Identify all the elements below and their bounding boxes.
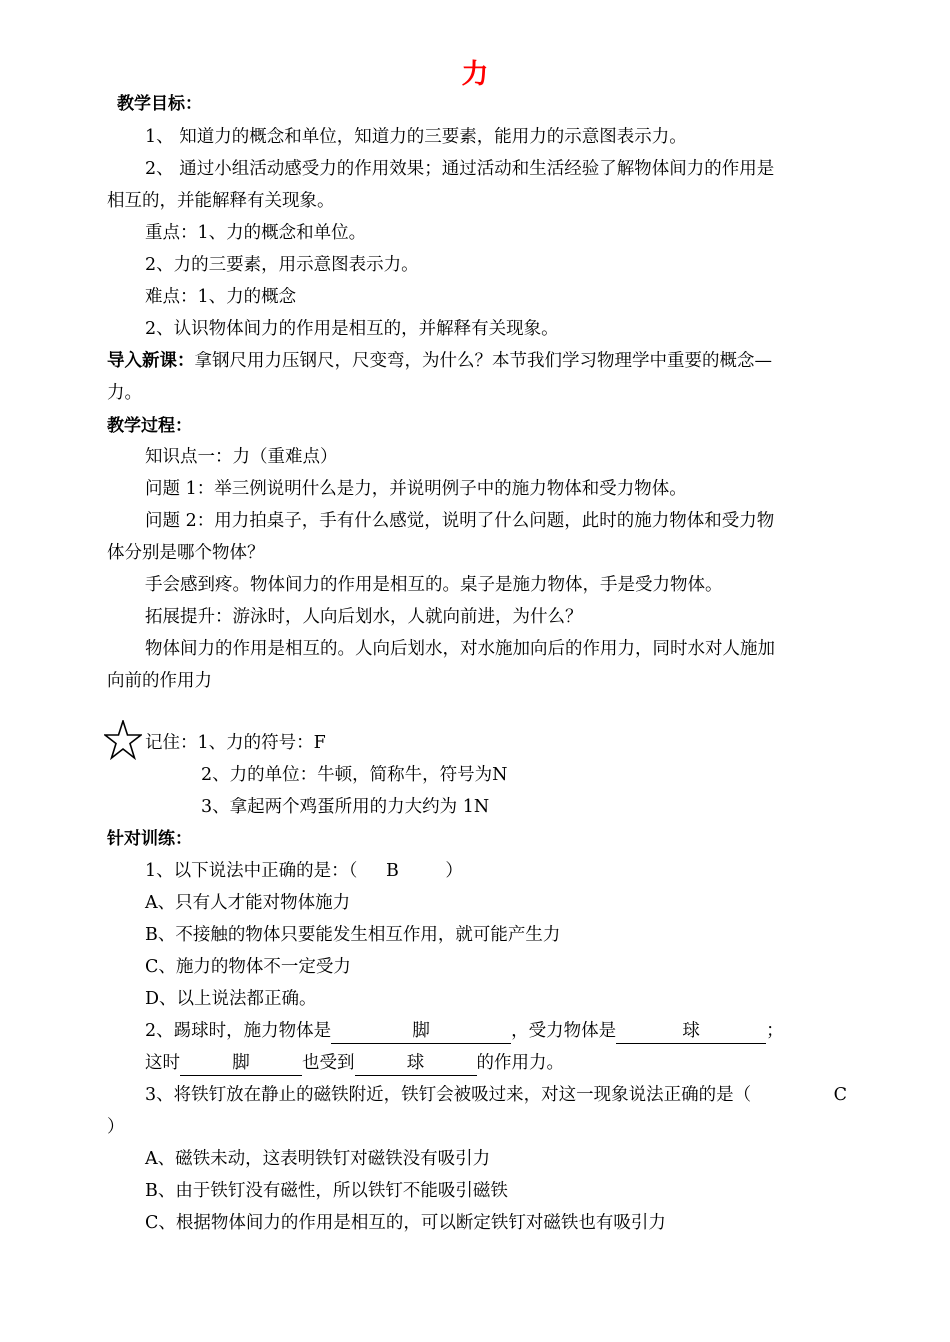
answer-2: 手会感到疼。物体间力的作用是相互的。桌子是施力物体，手是受力物体。 [145, 575, 723, 595]
training-question-2 [145, 1015, 885, 1047]
q1-suffix: ） [445, 861, 463, 881]
question-2: 问题 2：用力拍桌子，手有什么感觉，说明了什么问题，此时的施力物体和受力物 [145, 511, 775, 531]
training-question-2-cont [145, 1047, 885, 1079]
knowledge-point-1: 知识点一：力（重难点） [145, 447, 338, 467]
q2-text-4: 这时 [145, 1053, 180, 1073]
extension-answer-cont: 向前的作用力 [107, 671, 212, 691]
q3-option-a: A、磁铁未动，这表明铁钉对磁铁没有吸引力 [145, 1149, 491, 1169]
remember-1: 记住：1、力的符号：F [145, 733, 326, 753]
q2-blank-4: 球 [355, 1051, 477, 1076]
document-title: 力 [461, 59, 489, 90]
q2-text-6: 的作用力。 [476, 1053, 564, 1073]
intro-heading: 导入新课： [107, 351, 195, 371]
extension-question: 拓展提升：游泳时，人向后划水，人就向前进，为什么？ [145, 607, 583, 627]
q3-text: 3、将铁钉放在静止的磁铁附近，铁钉会被吸过来，对这一现象说法正确的是（ [145, 1085, 752, 1105]
question-1: 问题 1：举三例说明什么是力，并说明例子中的施力物体和受力物体。 [145, 479, 687, 499]
q1-answer: B [385, 861, 399, 881]
extension-answer: 物体间力的作用是相互的。人向后划水，对水施加向后的作用力，同时水对人施加 [145, 639, 775, 659]
q2-text-3: ； [766, 1021, 784, 1041]
key-point-1: 重点：1、力的概念和单位。 [145, 223, 367, 243]
remember-3: 3、拿起两个鸡蛋所用的力大约为 1N [201, 797, 490, 817]
process-heading: 教学过程： [107, 416, 192, 436]
objective-item-2: 2、 通过小组活动感受力的作用效果；通过活动和生活经验了解物体间力的作用是 [145, 159, 775, 179]
q1-option-b: B、不接触的物体只要能发生相互作用，就可能产生力 [145, 925, 561, 945]
q2-text-2: ，受力物体是 [511, 1021, 617, 1041]
intro-text: 拿钢尺用力压钢尺，尺变弯，为什么？本节我们学习物理学中重要的概念— [194, 351, 772, 371]
q3-close: ） [107, 1117, 125, 1137]
key-point-2: 2、力的三要素，用示意图表示力。 [145, 255, 419, 275]
objective-item-1: 1、 知道力的概念和单位，知道力的三要素，能用力的示意图表示力。 [145, 127, 687, 147]
question-2-cont: 体分别是哪个物体？ [107, 543, 265, 563]
q1-option-d: D、以上说法都正确。 [145, 989, 317, 1009]
q2-text-1: 2、踢球时，施力物体是 [145, 1021, 332, 1041]
q1-option-c: C、施力的物体不一定受力 [145, 957, 351, 977]
difficult-point-2: 2、认识物体间力的作用是相互的，并解释有关现象。 [145, 319, 559, 339]
training-question-1 [145, 855, 885, 887]
q3-answer: C [833, 1085, 847, 1105]
q2-blank-3: 脚 [180, 1051, 302, 1076]
intro-text-cont: 力。 [107, 383, 142, 403]
q2-blank-1: 脚 [331, 1019, 511, 1044]
star-icon [104, 720, 142, 760]
intro-line [107, 345, 847, 377]
difficult-point-1: 难点：1、力的概念 [145, 287, 297, 307]
objective-item-2-cont: 相互的，并能解释有关现象。 [107, 191, 335, 211]
q2-blank-2: 球 [616, 1019, 766, 1044]
q3-option-c: C、根据物体间力的作用是相互的，可以断定铁钉对磁铁也有吸引力 [145, 1213, 666, 1233]
q3-option-b: B、由于铁钉没有磁性，所以铁钉不能吸引磁铁 [145, 1181, 508, 1201]
training-question-3 [145, 1079, 847, 1111]
q1-option-a: A、只有人才能对物体施力 [145, 893, 351, 913]
objectives-heading: 教学目标： [117, 94, 202, 114]
q1-prefix: 1、以下说法中正确的是：（ [145, 861, 358, 881]
remember-2: 2、力的单位：牛顿，简称牛，符号为N [201, 765, 508, 785]
training-heading: 针对训练： [107, 829, 192, 849]
q2-text-5: 也受到 [302, 1053, 355, 1073]
